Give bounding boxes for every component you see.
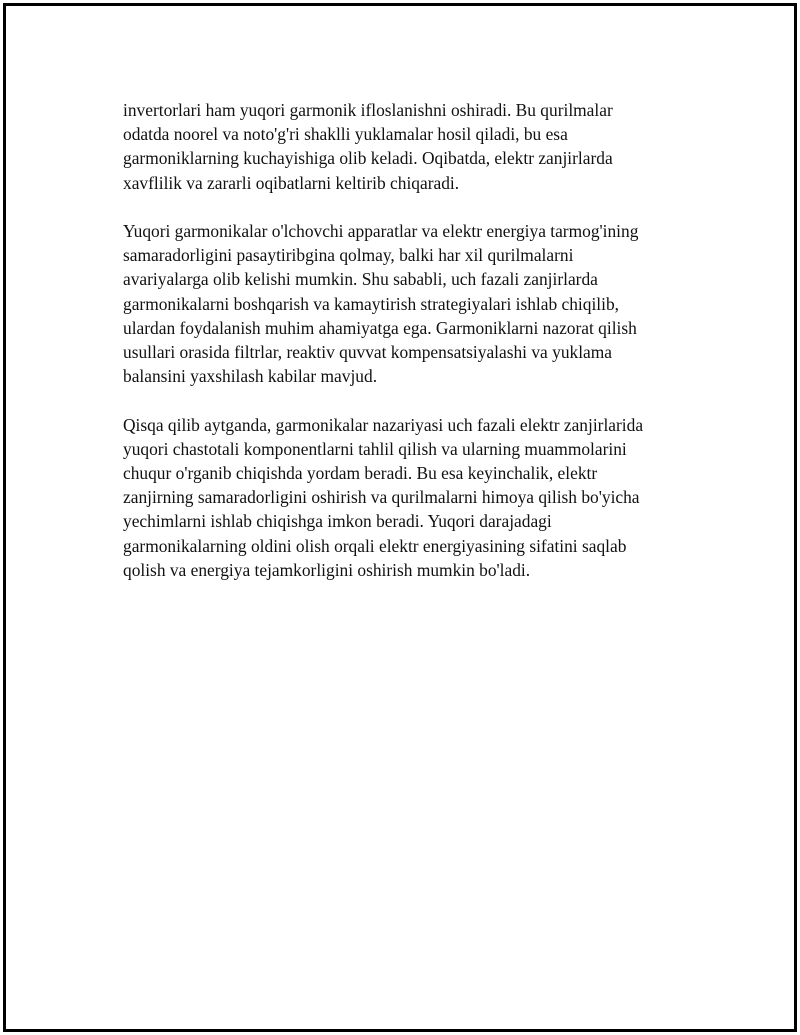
paragraph-1: invertorlari ham yuqori garmonik ifloslanishni oshiradi. Bu qurilmalar odatda noorel va noto'g'ri shaklli yuklamalar hosil qiladi, bu esa garmoniklarning kuchayishiga olib keladi. Oqibatda, elektr zanjirlarda xavflilik va zararli oqibatlarni keltirib chiqaradi. (123, 100, 613, 193)
paragraph-2: Yuqori garmonikalar o'lchovchi apparatlar va elektr energiya tarmog'ining samaradorligini pasaytiribgina qolmay, balki har xil qurilmalarni avariyalarga olib kelishi mumkin. Shu sababli, uch fazali zanjirlarda garmonikalarni boshqarish va kamaytirish strategiyalari ishlab chiqilib, ulardan foydalanish muhim ahamiyatga ega. Garmoniklarni nazorat qilish usullari orasida filtrlar, reaktiv quvvat kompensatsiyalashi va yuklama balansini yaxshilash kabilar mavjud. (123, 221, 639, 387)
page-frame (3, 3, 797, 1032)
paragraph-3: Qisqa qilib aytganda, garmonikalar nazariyasi uch fazali elektr zanjirlarida yuqori chastotali komponentlarni tahlil qilish va ularning muammolarini chuqur o'rganib chiqishda yordam beradi. Bu esa keyinchalik, elektr zanjirning samaradorligini oshirish va qurilmalarni himoya qilish bo'yicha yechimlarni ishlab chiqishga imkon beradi. Yuqori darajadagi garmonikalarning oldini olish orqali elektr energiyasining sifatini saqlab qolish va energiya tejamkorligini oshirish mumkin bo'ladi. (123, 414, 644, 580)
document-body (123, 98, 698, 606)
